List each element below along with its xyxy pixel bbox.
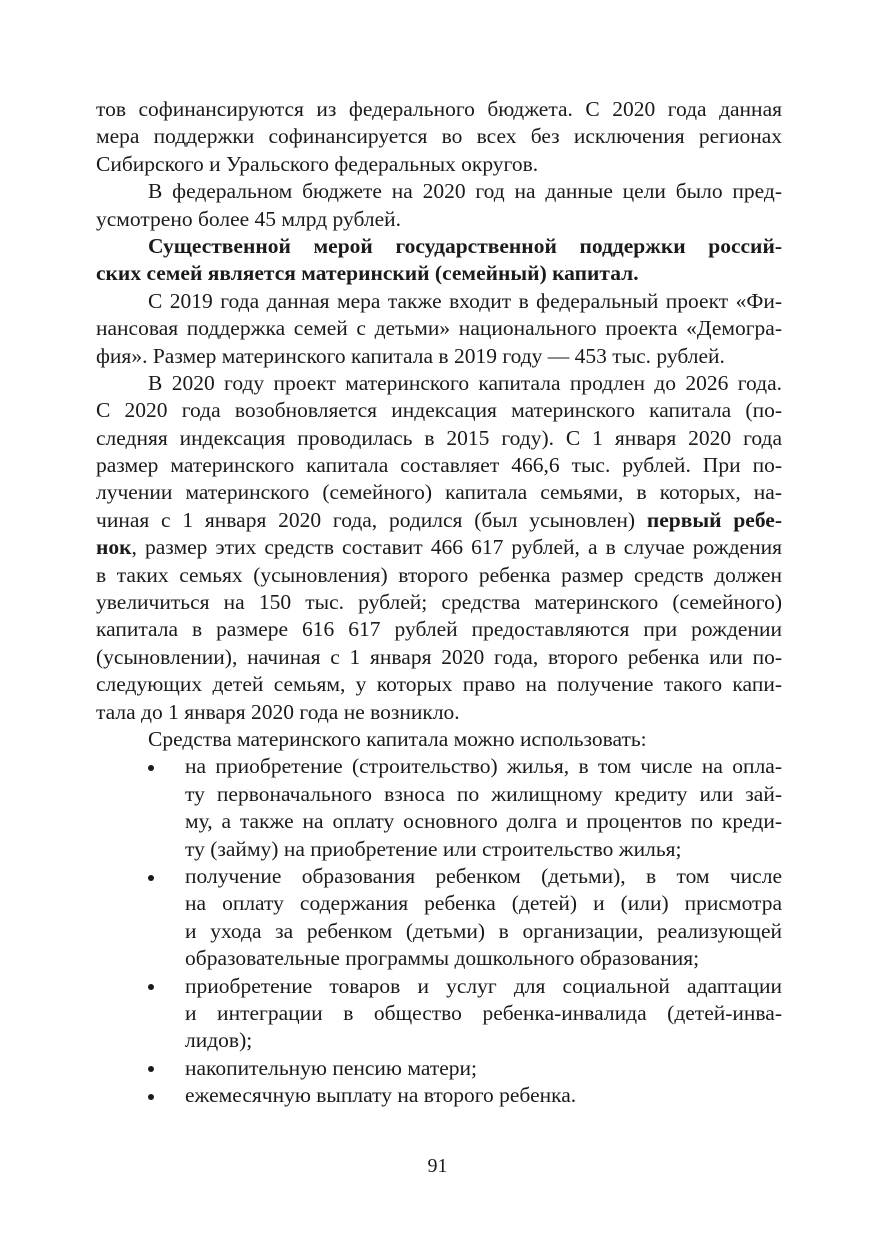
list-item	[96, 1082, 782, 1109]
text-line: в таких семьях (усыновления) второго ребенка размер средств должен	[96, 562, 782, 587]
list-item	[96, 753, 782, 863]
text-line: В федеральном бюджете на 2020 год на данные цели было пред-	[148, 179, 782, 204]
bullet-list	[96, 753, 782, 1109]
text-line: Сибирского и Уральского федеральных округов.	[96, 151, 539, 176]
text-line: ту (займу) на приобретение или строительство жилья;	[185, 836, 682, 861]
text-line: образовательные программы дошкольного образования;	[185, 946, 700, 971]
text-line: следующих детей семьям, у которых право на получение такого капи-	[96, 672, 782, 697]
bullet-icon	[148, 1082, 168, 1109]
text-line	[96, 233, 782, 260]
text-span: чиная с 1 января 2020 года, родился (был усыновлен)	[96, 507, 647, 532]
paragraph	[96, 288, 782, 370]
bullet-icon	[148, 1055, 168, 1082]
bold-text: нок	[96, 535, 132, 560]
bold-text: ских семей является материнский (семейный) капитал.	[96, 261, 639, 286]
page-number: 91	[427, 1155, 448, 1177]
text-line: (усыновлении), начиная с 1 января 2020 года, второго ребенка или по-	[96, 644, 782, 669]
text-line: капитала в размере 616 617 рублей предоставляются при рождении	[96, 617, 782, 642]
text-line: В 2020 году проект материнского капитала продлен до 2026 года.	[148, 370, 782, 395]
bullet-icon	[148, 753, 168, 780]
text-line: Средства материнского капитала можно использовать:	[148, 726, 647, 751]
list-item	[96, 1055, 782, 1082]
list-item	[96, 973, 782, 1055]
page-body	[96, 96, 782, 1109]
text-line: мера поддержки софинансируется во всех без исключения регионах	[96, 124, 782, 149]
text-line: С 2019 года данная мера также входит в федеральный проект «Фи-	[148, 288, 782, 313]
text-line: размер материнского капитала составляет 466,6 тыс. рублей. При по-	[96, 453, 782, 478]
text-line: ту первоначального взноса по жилищному кредиту или зай-	[185, 781, 782, 806]
text-line	[96, 507, 782, 534]
text-line: нансовая поддержка семей с детьми» национального проекта «Демогра-	[96, 316, 782, 341]
text-line	[96, 534, 782, 561]
text-line: получение образования ребенком (детьми), в том числе	[185, 863, 782, 888]
bold-paragraph	[96, 233, 782, 288]
text-line: и интеграции в общество ребенка-инвалида (детей-инва-	[185, 1000, 782, 1025]
text-line	[96, 260, 782, 287]
text-line: тов софинансируются из федерального бюджета. С 2020 года данная	[96, 97, 782, 121]
bullet-icon	[148, 973, 168, 1000]
text-line: на оплату содержания ребенка (детей) и (или) присмотра	[185, 891, 782, 916]
text-line: С 2020 года возобновляется индексация материнского капитала (по-	[96, 398, 782, 423]
text-line: му, а также на оплату основного долга и процентов по креди-	[185, 809, 782, 834]
paragraph	[96, 726, 782, 753]
text-line: тала до 1 января 2020 года не возникло.	[96, 699, 460, 724]
bullet-icon	[148, 863, 168, 890]
text-line: накопительную пенсию матери;	[185, 1055, 477, 1080]
list-item	[96, 863, 782, 973]
bold-text: первый ребе-	[646, 507, 782, 532]
paragraph	[96, 370, 782, 726]
text-line: на приобретение (строительство) жилья, в том числе на опла-	[185, 754, 782, 779]
text-line: следняя индексация проводилась в 2015 году). С 1 января 2020 года	[96, 425, 782, 450]
text-line: приобретение товаров и услуг для социальной адаптации	[185, 973, 782, 998]
text-line: ежемесячную выплату на второго ребенка.	[185, 1083, 577, 1108]
text-line: увеличиться на 150 тыс. рублей; средства материнского (семейного)	[96, 590, 782, 615]
paragraph	[96, 178, 782, 233]
text-line: фия». Размер материнского капитала в 2019 году — 453 тыс. рублей.	[96, 343, 725, 368]
text-span: , размер этих средств составит 466 617 рублей, а в случае рождения	[131, 535, 782, 560]
bold-text: Существенной мерой государственной поддержки россий-	[148, 233, 782, 258]
text-line: и ухода за ребенком (детьми) в организации, реализующей	[185, 918, 782, 943]
paragraph	[96, 96, 782, 178]
text-line: лидов);	[185, 1028, 253, 1053]
text-line: лучении материнского (семейного) капитала семьями, в которых, на-	[96, 480, 782, 505]
text-line: усмотрено более 45 млрд рублей.	[96, 206, 402, 231]
